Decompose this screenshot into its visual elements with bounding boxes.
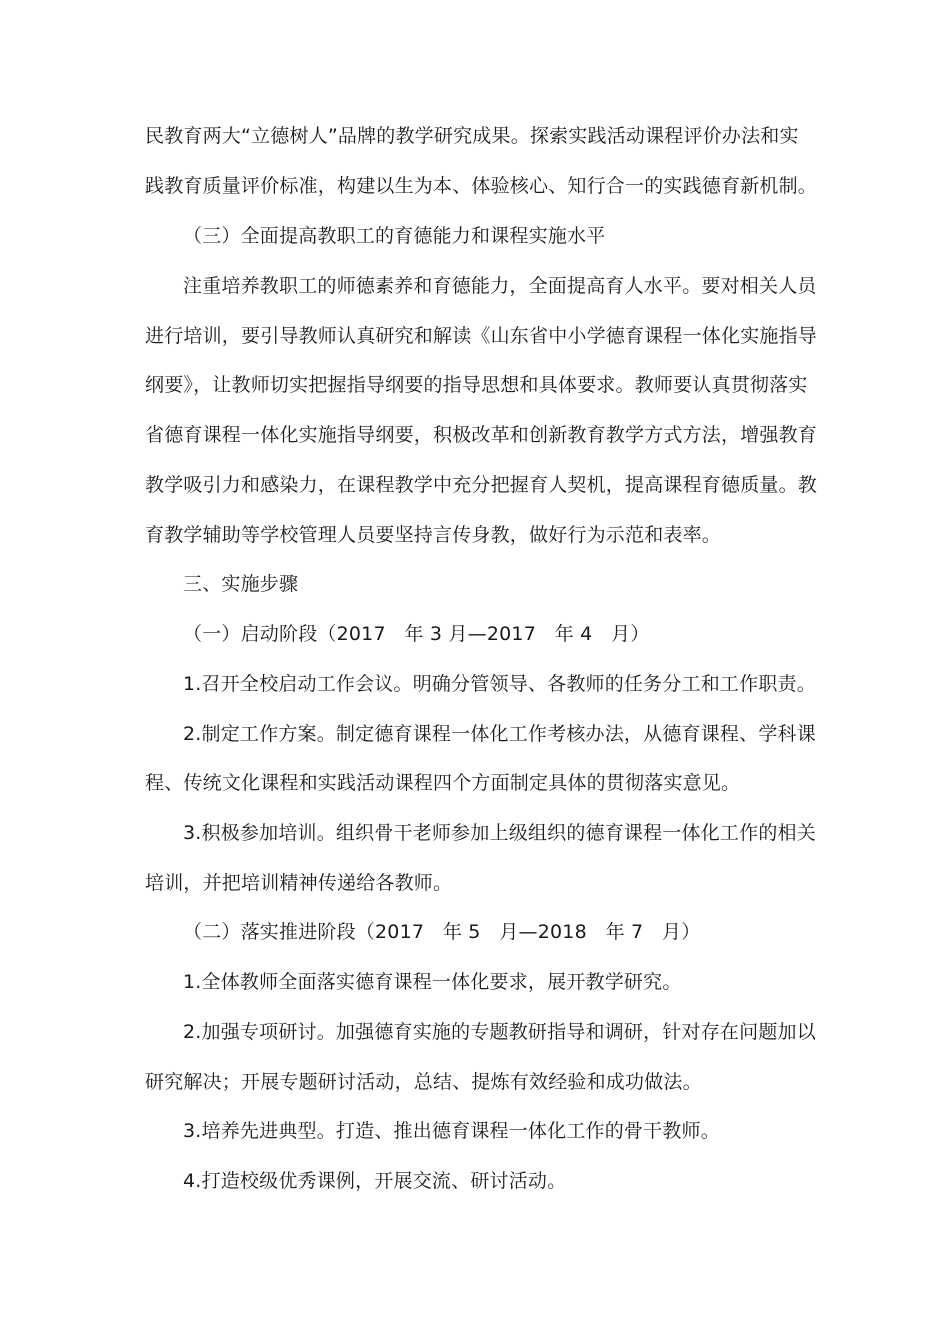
list-item: 1.全体教师全面落实德育课程一体化要求，展开教学研究。 bbox=[183, 971, 682, 993]
list-item: 2.加强专项研讨。加强德育实施的专题教研指导和调研，针对存在问题加以 bbox=[183, 1021, 816, 1043]
list-item: 2.制定工作方案。制定德育课程一体化工作考核办法，从德育课程、学科课 bbox=[183, 723, 816, 745]
paragraph-line: 育教学辅助等学校管理人员要坚持言传身教，做好行为示范和表率。 bbox=[145, 524, 722, 546]
paragraph-line: 进行培训，要引导教师认真研究和解读《山东省中小学德育课程一体化实施指导 bbox=[145, 325, 818, 347]
paragraph-line: 民教育两大“立德树人”品牌的教学研究成果。探索实践活动课程评价办法和实 bbox=[145, 125, 799, 147]
list-item: 1.召开全校启动工作会议。明确分管领导、各教师的任务分工和工作职责。 bbox=[183, 673, 816, 695]
section-heading: （二）落实推进阶段（2017 年 5 月—2018 年 7 月） bbox=[183, 921, 701, 943]
paragraph-line: 程、传统文化课程和实践活动课程四个方面制定具体的贯彻落实意见。 bbox=[145, 772, 741, 794]
list-item: 4.打造校级优秀课例，开展交流、研讨活动。 bbox=[183, 1170, 567, 1192]
list-item: 3.培养先进典型。打造、推出德育课程一体化工作的骨干教师。 bbox=[183, 1120, 720, 1142]
paragraph-line: 研究解决；开展专题研讨活动，总结、提炼有效经验和成功做法。 bbox=[145, 1071, 702, 1093]
paragraph-line: 注重培养教职工的师德素养和育德能力，全面提高育人水平。要对相关人员 bbox=[183, 275, 817, 297]
paragraph-line: 践教育质量评价标准，构建以生为本、体验核心、知行合一的实践德育新机制。 bbox=[145, 175, 818, 197]
section-heading: 三、实施步骤 bbox=[183, 573, 299, 595]
paragraph-line: 纲要》，让教师切实把握指导纲要的指导思想和具体要求。教师要认真贯彻落实 bbox=[145, 374, 808, 396]
section-heading: （一）启动阶段（2017 年 3 月—2017 年 4 月） bbox=[183, 623, 650, 645]
paragraph-line: 培训，并把培训精神传递给各教师。 bbox=[145, 872, 453, 894]
paragraph-line: 教学吸引力和感染力，在课程教学中充分把握育人契机，提高课程育德质量。教 bbox=[145, 474, 818, 496]
paragraph-line: 省德育课程一体化实施指导纲要，积极改革和创新教育教学方式方法，增强教育 bbox=[145, 424, 818, 446]
section-heading: （三）全面提高教职工的育德能力和课程实施水平 bbox=[183, 225, 606, 247]
list-item: 3.积极参加培训。组织骨干老师参加上级组织的德育课程一体化工作的相关 bbox=[183, 822, 816, 844]
